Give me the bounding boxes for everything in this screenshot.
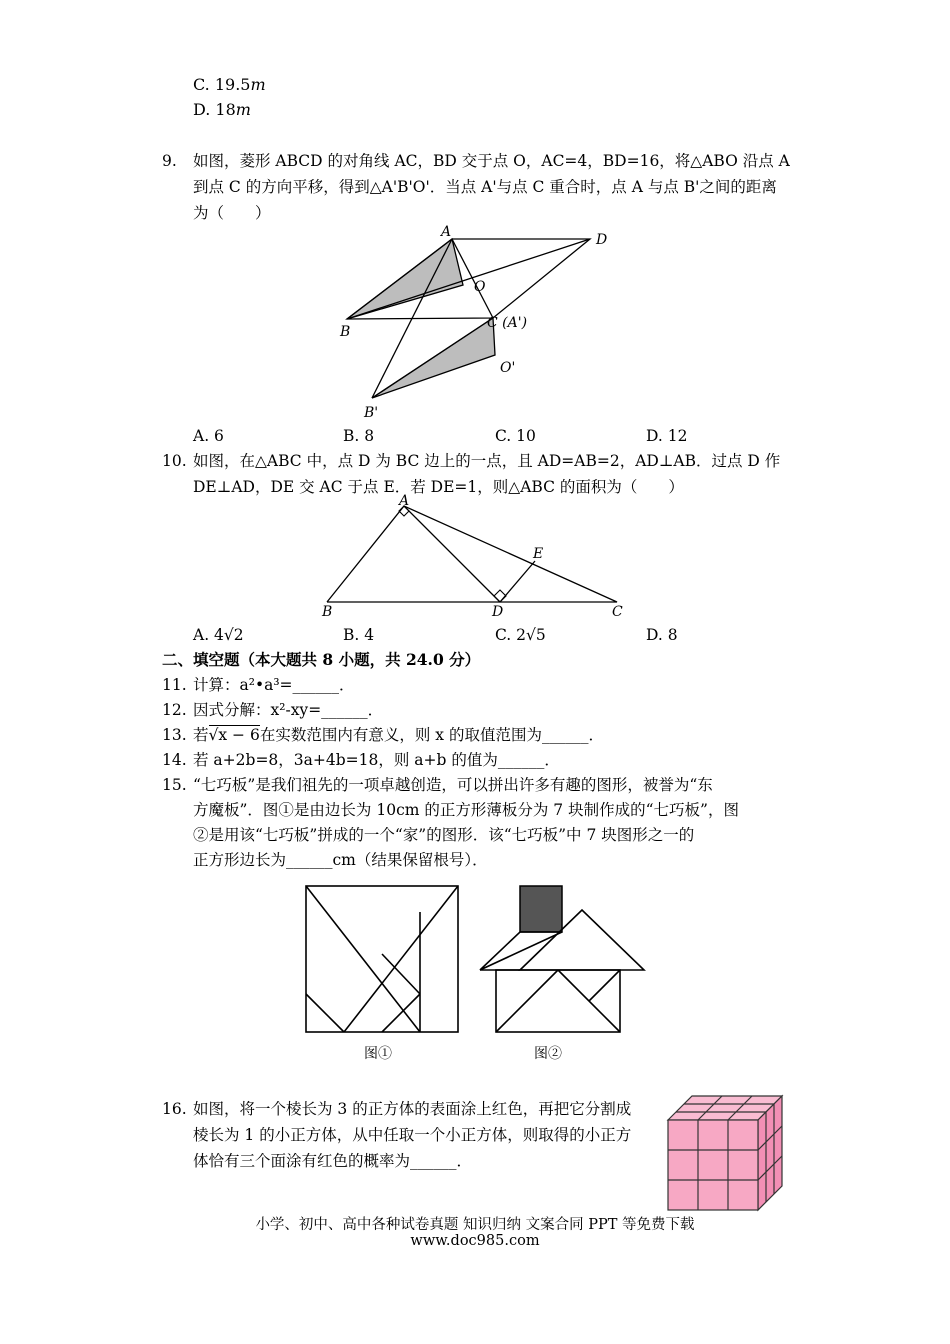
fig2-caption: 图② bbox=[534, 1046, 562, 1062]
q9-number: 9. bbox=[162, 152, 177, 170]
q12-number: 12. bbox=[162, 701, 187, 719]
q9-figure bbox=[330, 222, 630, 422]
q11-text: 计算：a²•a³=______． bbox=[193, 676, 355, 694]
label-c-a2: C (A') bbox=[487, 315, 528, 331]
q10-option-d[interactable]: D. 8 bbox=[646, 626, 678, 644]
q10-option-c-text: C. 2 bbox=[495, 626, 527, 644]
q11-number: 11. bbox=[162, 676, 187, 694]
segment-ad bbox=[404, 506, 500, 602]
label-b: B bbox=[322, 604, 333, 620]
option-d-unit: m bbox=[235, 100, 251, 119]
option-c-top bbox=[193, 74, 266, 96]
roof-parallelogram bbox=[480, 932, 562, 970]
label-o2: O' bbox=[500, 360, 516, 376]
option-c-unit: m bbox=[250, 75, 266, 94]
q10-line1: 如图，在△ABC 中，点 D 为 BC 边上的一点，且 AD=AB=2，AD⊥AB．过点 D 作 bbox=[193, 452, 781, 470]
q16-line2: 棱长为 1 的小正方体，从中任取一个小正方体，则取得的小正方 bbox=[193, 1126, 632, 1144]
diagonal-bd bbox=[347, 239, 590, 319]
q10-option-a[interactable] bbox=[193, 624, 244, 646]
tangram-figure-2 bbox=[472, 880, 652, 1066]
q9-line2: 到点 C 的方向平移，得到△A'B'O'．当点 A'与点 C 重合时，点 A 与点 B'之间的距离 bbox=[193, 178, 777, 196]
label-e: E bbox=[533, 546, 544, 562]
q13-number: 13. bbox=[162, 726, 187, 744]
q9-line1: 如图，菱形 ABCD 的对角线 AC，BD 交于点 O，AC=4，BD=16，将△ABO 沿点 A bbox=[193, 152, 790, 170]
q15-line4: 正方形边长为______cm（结果保留根号）． bbox=[193, 851, 488, 869]
cube-front-face bbox=[668, 1120, 758, 1210]
q10-option-a-radical: √2 bbox=[223, 626, 244, 644]
q15-number: 15. bbox=[162, 776, 187, 794]
q15-line3: ②是用该“七巧板”拼成的一个“家”的图形．该“七巧板”中 7 块图形之一的 bbox=[193, 826, 695, 844]
q10-option-c-radical: √5 bbox=[526, 626, 546, 644]
q9-option-b[interactable]: B. 8 bbox=[343, 427, 375, 445]
q15-line1: “七巧板”是我们祖先的一项卓越创造，可以拼出许多有趣的图形，被誉为“东 bbox=[193, 776, 713, 794]
house-body bbox=[496, 970, 620, 1032]
q14-number: 14. bbox=[162, 751, 187, 769]
fig1-caption: 图① bbox=[364, 1046, 392, 1062]
option-d-text: D. 18 bbox=[193, 100, 236, 119]
label-b2: B' bbox=[364, 405, 379, 421]
q10-figure bbox=[310, 494, 650, 620]
label-b: B bbox=[340, 324, 351, 340]
q16-line1: 如图，将一个棱长为 3 的正方体的表面涂上红色，再把它分割成 bbox=[193, 1100, 632, 1118]
label-c: C bbox=[612, 604, 623, 620]
q9-option-d[interactable]: D. 12 bbox=[646, 427, 688, 445]
q16-line3: 体恰有三个面涂有红色的概率为______． bbox=[193, 1152, 473, 1170]
option-c-text: C. 19.5 bbox=[193, 75, 251, 94]
section-title: 二、填空题（本大题共 8 小题，共 24.0 分） bbox=[162, 650, 481, 669]
q9-option-a[interactable]: A. 6 bbox=[193, 427, 224, 445]
q13-radical: √x − 6 bbox=[208, 726, 260, 744]
q13-text bbox=[193, 724, 604, 746]
triangle-abc bbox=[327, 506, 617, 602]
q16-number: 16. bbox=[162, 1100, 187, 1118]
q14-text: 若 a+2b=8，3a+4b=18，则 a+b 的值为______． bbox=[193, 751, 560, 769]
q10-option-a-text: A. 4 bbox=[193, 626, 224, 644]
label-d: D bbox=[596, 232, 608, 248]
q13-pre: 若 bbox=[193, 726, 209, 744]
tangram-square bbox=[306, 886, 458, 1032]
right-angle-d bbox=[494, 590, 506, 602]
q15-line2: 方魔板”．图①是由边长为 10cm 的正方形薄板分为 7 块制作成的“七巧板”，图 bbox=[193, 801, 739, 819]
q10-option-c[interactable] bbox=[495, 624, 546, 646]
q9-option-c[interactable]: C. 10 bbox=[495, 427, 536, 445]
footer-line1: 小学、初中、高中各种试卷真题 知识归纳 文案合同 PPT 等免费下载 bbox=[255, 1217, 695, 1233]
q10-number: 10. bbox=[162, 452, 187, 470]
q10-option-b[interactable]: B. 4 bbox=[343, 626, 375, 644]
q12-text: 因式分解：x²-xy=______． bbox=[193, 701, 384, 719]
q10-line2: DE⊥AD，DE 交 AC 于点 E．若 DE=1，则△ABC 的面积为（ ） bbox=[193, 478, 684, 496]
option-d-top bbox=[193, 99, 251, 121]
label-a: A bbox=[441, 224, 452, 240]
label-d: D bbox=[492, 604, 504, 620]
q9-line3: 为（ ） bbox=[193, 204, 271, 222]
label-a: A bbox=[399, 494, 410, 509]
dark-square bbox=[520, 886, 562, 932]
tangram-figure-1 bbox=[300, 880, 470, 1066]
footer-url[interactable]: www.doc985.com bbox=[410, 1233, 540, 1249]
pink-cube-figure bbox=[660, 1090, 790, 1218]
label-o: O bbox=[474, 279, 486, 295]
q13-post: 在实数范围内有意义，则 x 的取值范围为______． bbox=[259, 726, 604, 744]
